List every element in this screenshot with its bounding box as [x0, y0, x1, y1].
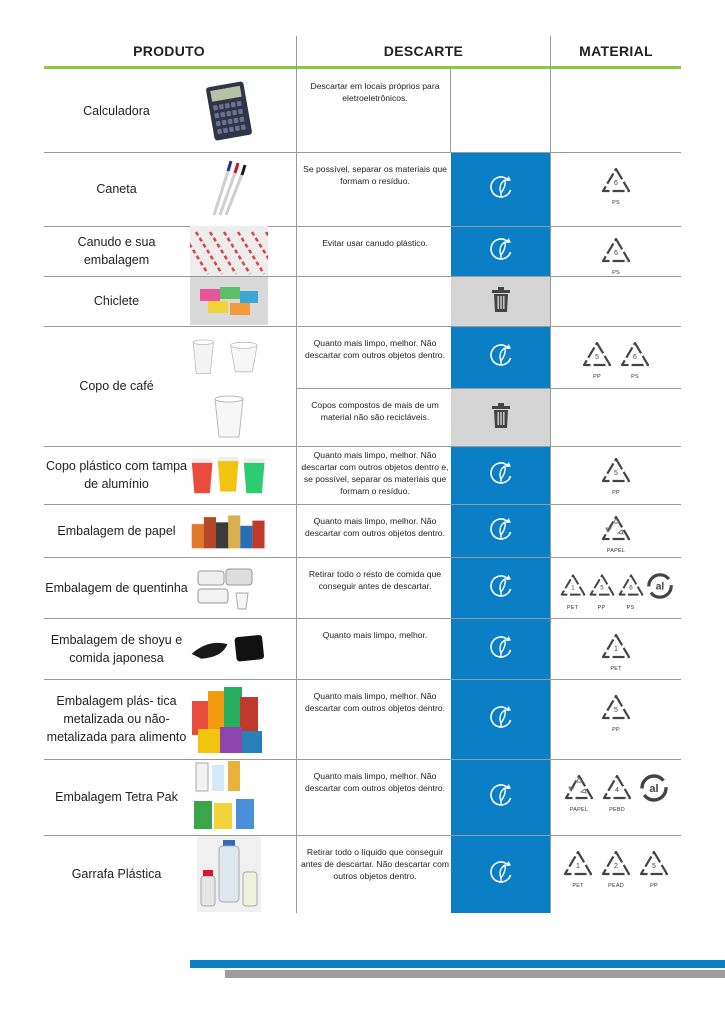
- product-name: Embalagem de papel: [57, 523, 176, 538]
- plastic-recycle-icon: [600, 693, 632, 726]
- aluminum-recycle-icon: [646, 571, 674, 606]
- material-cell: [551, 571, 681, 611]
- plastic-recycle-icon: [559, 571, 587, 604]
- recyclable-cell: [451, 760, 550, 835]
- material-symbol: [581, 340, 613, 380]
- discard-instruction: Quanto mais limpo, melhor. Não descartar com outros objetos dentro.: [305, 338, 445, 360]
- recycle-leaf-icon: [484, 855, 518, 894]
- svg-text:1: 1: [576, 863, 580, 870]
- product-name: Embalagem Tetra Pak: [55, 790, 178, 804]
- material-symbol: [562, 849, 594, 889]
- product-name: Embalagem de quentinha: [45, 580, 188, 595]
- discard-instruction: Quanto mais limpo, melhor. Não descartar com outros objetos dentro.: [305, 771, 445, 793]
- material-label: PEAD: [608, 883, 624, 889]
- discard-instruction: Retirar todo o líquido que conseguir antes de descartar. Não descartar com outros objetos dentro.: [300, 847, 450, 881]
- product-image: [190, 326, 268, 388]
- material-symbol: [617, 571, 645, 611]
- discard-instruction: Copos compostos de mais de um material não são recicláveis.: [311, 400, 439, 422]
- recycle-leaf-icon: [484, 456, 518, 495]
- material-symbol: [563, 773, 595, 813]
- product-name: Caneta: [96, 182, 137, 196]
- material-symbol: [600, 693, 632, 733]
- material-cell: [551, 693, 681, 733]
- material-symbol: [639, 773, 669, 809]
- trash-cell: [451, 389, 550, 446]
- material-label: PP: [612, 490, 620, 496]
- svg-text:5: 5: [614, 707, 618, 714]
- plastic-recycle-icon: [600, 236, 632, 269]
- product-image: [190, 388, 268, 446]
- discard-instruction: Descartar em locais próprios para eletroeletrônicos.: [310, 81, 440, 103]
- material-symbol: [600, 514, 632, 554]
- plastic-recycle-icon: [562, 849, 594, 882]
- recycle-leaf-icon: [484, 569, 518, 608]
- plastic-recycle-icon: [601, 773, 633, 806]
- material-symbol: [600, 236, 632, 276]
- header-descarte: DESCARTE: [383, 43, 464, 59]
- discard-instruction: Quanto mais limpo, melhor.: [322, 630, 428, 640]
- discard-instruction: Quanto mais limpo, melhor. Não descartar com outros objetos dentro e, se possível, separar os materiais que formam o resíduo.: [301, 450, 449, 496]
- material-symbol: [600, 166, 632, 206]
- product-image: [190, 152, 268, 226]
- recyclable-cell: [451, 680, 550, 759]
- svg-text:2: 2: [614, 863, 618, 870]
- material-label: PP: [650, 883, 658, 889]
- material-symbol: [646, 571, 674, 607]
- material-label: PAPEL: [606, 548, 626, 554]
- material-label: PP: [597, 605, 606, 611]
- material-label: PET: [572, 883, 584, 889]
- material-label: PS: [626, 605, 635, 611]
- material-label: PS: [631, 374, 639, 380]
- material-label: PET: [610, 666, 622, 672]
- cell-border: [450, 69, 451, 152]
- header-material: MATERIAL: [579, 43, 653, 59]
- plastic-recycle-icon: [600, 166, 632, 199]
- plastic-recycle-icon: [617, 571, 645, 604]
- material-cell: [551, 166, 681, 206]
- material-cell: [551, 849, 681, 889]
- recyclable-cell: [451, 558, 550, 618]
- trash-bin-icon: [488, 284, 514, 319]
- material-symbol: [619, 340, 651, 380]
- material-cell: [551, 632, 681, 672]
- material-symbol: [559, 571, 587, 611]
- material-symbol: [600, 456, 632, 496]
- product-name: Embalagem de shoyu e comida japonesa: [50, 632, 183, 665]
- svg-text:6: 6: [614, 180, 618, 187]
- recycle-leaf-icon: [484, 338, 518, 377]
- product-image: [190, 835, 268, 913]
- recycle-leaf-icon: [484, 232, 518, 271]
- material-cell: [551, 773, 681, 813]
- recyclable-cell: [451, 505, 550, 557]
- material-label: PEBD: [609, 807, 625, 813]
- material-cell: [551, 236, 681, 276]
- plastic-recycle-icon: [600, 632, 632, 665]
- product-name: Copo plástico com tampa de alumínio: [45, 459, 188, 491]
- svg-text:al: al: [649, 783, 659, 795]
- material-symbol: [638, 849, 670, 889]
- discard-instruction: Retirar todo o resto de comida que conseguir antes de descartar.: [308, 569, 442, 591]
- paper-recycle-icon: [563, 773, 595, 806]
- plastic-recycle-icon: [619, 340, 651, 373]
- recyclable-cell: [451, 836, 550, 913]
- recyclable-cell: [451, 619, 550, 679]
- svg-text:6: 6: [633, 354, 637, 361]
- product-name: Embalagem plás- tica metalizada ou não-metalizada para alimento: [46, 694, 187, 744]
- product-name: Chiclete: [93, 294, 140, 308]
- product-image: [190, 69, 268, 152]
- recyclable-cell: [451, 227, 550, 276]
- plastic-recycle-icon: [638, 849, 670, 882]
- recycle-leaf-icon: [484, 512, 518, 551]
- aluminum-recycle-icon: [639, 773, 669, 808]
- material-cell: [551, 340, 681, 380]
- trash-bin-icon: [488, 400, 514, 435]
- svg-text:1: 1: [570, 584, 575, 592]
- material-label: PAPEL: [569, 807, 589, 813]
- material-label: PS: [612, 200, 620, 206]
- product-image: [190, 504, 268, 557]
- discard-instruction: Evitar usar canudo plástico.: [322, 238, 428, 248]
- recycle-leaf-icon: [484, 630, 518, 669]
- plastic-recycle-icon: [600, 849, 632, 882]
- material-label: PET: [566, 605, 579, 611]
- recycle-leaf-icon: [484, 778, 518, 817]
- product-image: [190, 679, 268, 759]
- header-produto: PRODUTO: [133, 43, 205, 59]
- material-cell: [551, 456, 681, 496]
- plastic-recycle-icon: [581, 340, 613, 373]
- footer-bar-blue: [190, 960, 725, 968]
- discard-instruction: Quanto mais limpo, melhor. Não descartar com outros objetos dentro.: [305, 516, 445, 538]
- footer-bar-gray: [225, 970, 725, 978]
- recyclable-cell: [451, 327, 550, 388]
- material-symbol: [588, 571, 616, 611]
- svg-text:5: 5: [652, 863, 656, 870]
- svg-text:6: 6: [614, 250, 618, 257]
- svg-text:al: al: [655, 581, 664, 593]
- svg-text:5: 5: [599, 584, 604, 592]
- svg-text:6: 6: [628, 584, 633, 592]
- trash-cell: [451, 277, 550, 326]
- material-label: PP: [612, 727, 620, 733]
- product-name: Copo de café: [79, 379, 154, 393]
- plastic-recycle-icon: [600, 456, 632, 489]
- svg-text:5: 5: [614, 470, 618, 477]
- material-cell: [551, 514, 681, 554]
- material-label: PS: [612, 270, 620, 276]
- recyclable-cell: [451, 447, 550, 504]
- product-name: Calculadora: [83, 103, 150, 118]
- col-divider-1: [296, 36, 297, 913]
- discard-instruction: Se possível, separar os materiais que formam o resíduo.: [303, 164, 447, 186]
- product-image: [190, 618, 268, 679]
- plastic-recycle-icon: [588, 571, 616, 604]
- product-image: [190, 446, 268, 504]
- product-image: [190, 557, 268, 618]
- svg-text:5: 5: [595, 354, 599, 361]
- product-image: [190, 759, 268, 835]
- material-label: PP: [593, 374, 601, 380]
- product-image: [190, 276, 268, 326]
- material-symbol: [600, 632, 632, 672]
- product-image: [190, 226, 268, 276]
- material-symbol: [600, 849, 632, 889]
- recycle-leaf-icon: [484, 170, 518, 209]
- recycle-leaf-icon: [484, 700, 518, 739]
- product-name: Canudo e sua embalagem: [77, 235, 156, 267]
- svg-text:1: 1: [614, 646, 618, 653]
- recyclable-cell: [451, 153, 550, 226]
- discard-instruction: Quanto mais limpo, melhor. Não descartar com outros objetos dentro.: [305, 691, 445, 713]
- svg-text:4: 4: [615, 787, 619, 794]
- paper-recycle-icon: [600, 514, 632, 547]
- product-name: Garrafa Plástica: [71, 867, 162, 881]
- material-symbol: [601, 773, 633, 813]
